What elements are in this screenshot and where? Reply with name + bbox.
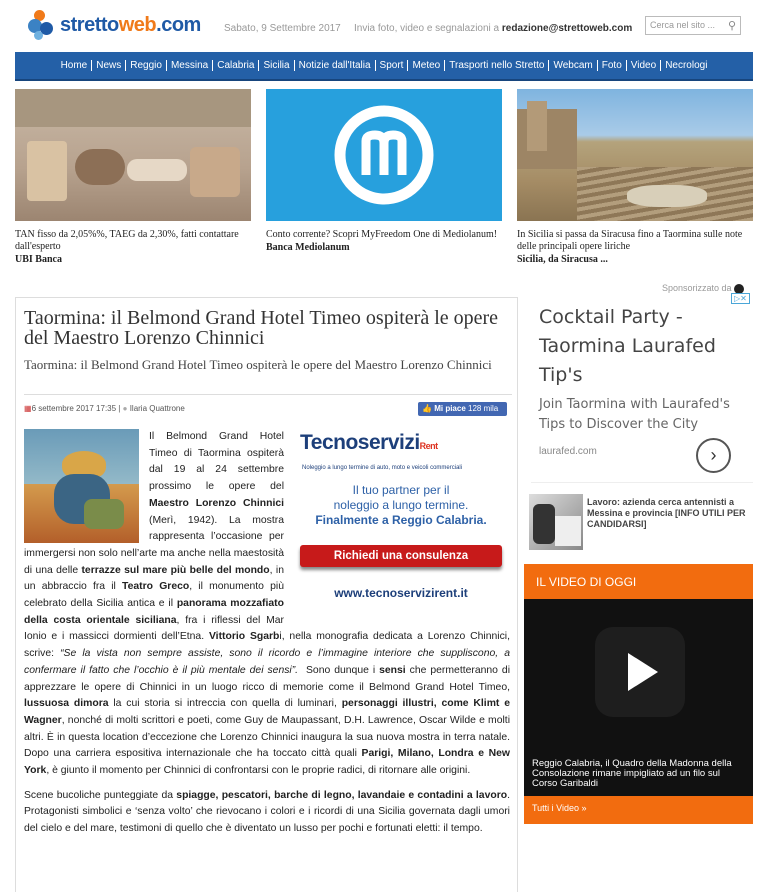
sponsored-image[interactable] — [15, 89, 251, 221]
article-body: TecnoserviziRent Noleggio a lungo termine di auto, moto e veicoli commerciali Il tuo partner per il noleggio a lungo termine. Finalmente a Reggio Calabria. Richiedi una consulenza www.tecnoservizirent.it Il Belmond Grand Hotel Timeo di Taormina ospiterà dal 19 al 24 settembre prossimo le opere del Maestro Lorenzo Chinnici (Merì, 1942). La mostra rappresenta l’occasione per immergersi non solo nell’arte ma anche nella maestosità di una delle terrazze sul mare più belle del mondo, in un abbraccio fra il Teatro Greco, il monumento più celebrato della Sicilia antica e il panorama mozzafiato della costa orientale siciliana, fra i riflessi del Mar Ionio e i massicci dormienti dell’Etna. Vittorio Sgarbi, nella monografia dedicata a Lorenzo Chinnici, scrive: “Se la vista non sempre assiste, sono il ricordo e l’immagine interiore che suppliscono, a confermare il fatto che l’occhio è il più mentale dei sensi”. Sono dunque i sensi che permetteranno di apprezzare le opere di Chinnici in un luogo ricco di memorie come il Belmond Grand Hotel Timeo, lussuosa dimora la cui storia si intreccia con quella di luminari, personaggi illustri, come Klimt e Wagner, nonché di molti scrittori e poeti, come Guy de Maupassant, D.H. Lawrence, Oscar Wilde e molti altri. È in questa location d’eccezione che Lorenzo Chinnici inaugura la sua nuova mostra in terra natale. Dopo una carriera espositiva internazionale che ha toccato città quali Parigi, Milano, Londra e New York, è giunto il momento per Chinnici di confrontarsi con le proprie radici, di ritornare alle origini. Scene bucoliche punteggiate da spiagge, pescatori, barche di legno, lavandaie e contadini a lavoro. Protagonisti simbolici e ‘senza volto’ che rievocano i colori e i ricordi di una Sicilia governata dagli umori del cielo e del mare, testimoni di quello che è diventato un lusso per pochi e fortunati eletti: il tempo. — [24, 431, 511, 835]
nav-messina[interactable]: Messina — [167, 60, 213, 71]
site-header — [0, 0, 758, 52]
nav-meteo[interactable]: Meteo — [408, 60, 445, 71]
nav-sicilia[interactable]: Sicilia — [259, 60, 294, 71]
author-link[interactable]: Ilaria Quattrone — [129, 404, 185, 413]
video-player[interactable] — [524, 599, 753, 796]
adchoices-icon[interactable]: ▷✕ — [731, 293, 750, 304]
article-subtitle: Taormina: il Belmond Grand Hotel Timeo ospiterà le opere del Maestro Lorenzo Chinnici — [24, 357, 492, 372]
header-date: Sabato, 9 Settembre 2017 — [224, 23, 341, 34]
search-input[interactable]: Cerca nel sito ... ⚲ — [645, 16, 741, 35]
nav-necrologi[interactable]: Necrologi — [665, 60, 708, 71]
chevron-right-icon[interactable]: › — [696, 438, 731, 473]
job-thumbnail[interactable] — [529, 494, 583, 550]
nav-home[interactable]: Home — [57, 60, 93, 71]
logo-icon — [28, 10, 58, 40]
thumbs-up-icon: 👍 — [422, 404, 432, 413]
facebook-like-button[interactable]: 👍 Mi piace 128 mila — [418, 402, 507, 416]
nav-webcam[interactable]: Webcam — [549, 60, 597, 71]
nav-news[interactable]: News — [92, 60, 126, 71]
sponsored-card-sicilia[interactable]: In Sicilia si passa da Siracusa fino a Taormina sulle note delle principali opere liriche Sicilia, da Siracusa ... — [517, 89, 753, 265]
play-icon[interactable] — [595, 627, 685, 717]
job-headline-link[interactable]: Lavoro: azienda cerca antennisti a Messina e provincia [INFO UTILI PER CANDIDARSI] — [587, 497, 746, 529]
sponsored-card-ubi[interactable]: TAN fisso da 2,05%%, TAEG da 2,30%, fatti contattare dall'esperto UBI Banca — [15, 89, 251, 265]
main-nav — [15, 52, 753, 81]
video-of-the-day — [524, 564, 753, 824]
sidebar-ad-title[interactable]: Cocktail Party - Taormina Laurafed Tip's — [539, 306, 716, 386]
all-videos-link[interactable]: Tutti i Video » — [532, 803, 587, 813]
tecnoservizi-ad[interactable]: TecnoserviziRent Noleggio a lungo termine di auto, moto e veicoli commerciali Il tuo partner per il noleggio a lungo termine. Finalmente a Reggio Calabria. Richiedi una consulenza www.tecnoservizirent.it — [292, 431, 510, 616]
header-email-link[interactable]: redazione@strettoweb.com — [501, 23, 633, 34]
calendar-icon: ▦ — [24, 404, 32, 413]
nav-foto[interactable]: Foto — [598, 60, 627, 71]
header-send-text: Invia foto, video e segnalazioni a redazione@strettoweb.com — [354, 23, 633, 34]
search-icon[interactable]: ⚲ — [727, 20, 736, 32]
sponsored-card-mediolanum[interactable]: Conto corrente? Scopri MyFreedom One di Mediolanum! Banca Mediolanum — [266, 89, 502, 253]
site-logo[interactable]: strettoweb.com — [28, 10, 201, 40]
sidebar-ad-domain[interactable]: laurafed.com — [539, 446, 597, 457]
video-caption[interactable]: Reggio Calabria, il Quadro della Madonna della Consolazione rimane impigliato ad un filo sul Corso Garibaldi — [532, 758, 732, 789]
sponsored-by[interactable]: Sponsorizzato da — [662, 283, 744, 294]
nav-sport[interactable]: Sport — [376, 60, 409, 71]
video-header: IL VIDEO DI OGGI — [536, 575, 637, 589]
sponsored-image[interactable] — [517, 89, 753, 221]
consulenza-button[interactable]: Richiedi una consulenza — [300, 545, 502, 567]
nav-video[interactable]: Video — [627, 60, 661, 71]
article — [15, 297, 518, 892]
nav-italia[interactable]: Notizie dall'Italia — [295, 60, 376, 71]
user-icon: ● — [122, 404, 128, 413]
nav-trasporti[interactable]: Trasporti nello Stretto — [445, 60, 549, 71]
sidebar-ad-subtitle[interactable]: Join Taormina with Laurafed's Tips to Discover the City — [539, 397, 730, 432]
article-painting-image — [24, 429, 139, 543]
article-meta: ▦6 settembre 2017 17:35 | ● Ilaria Quattrone — [24, 404, 185, 413]
article-title: Taormina: il Belmond Grand Hotel Timeo ospiterà le opere del Maestro Lorenzo Chinnici — [24, 307, 499, 349]
nav-calabria[interactable]: Calabria — [213, 60, 259, 71]
nav-reggio[interactable]: Reggio — [126, 60, 167, 71]
mediolanum-logo[interactable] — [266, 89, 502, 221]
